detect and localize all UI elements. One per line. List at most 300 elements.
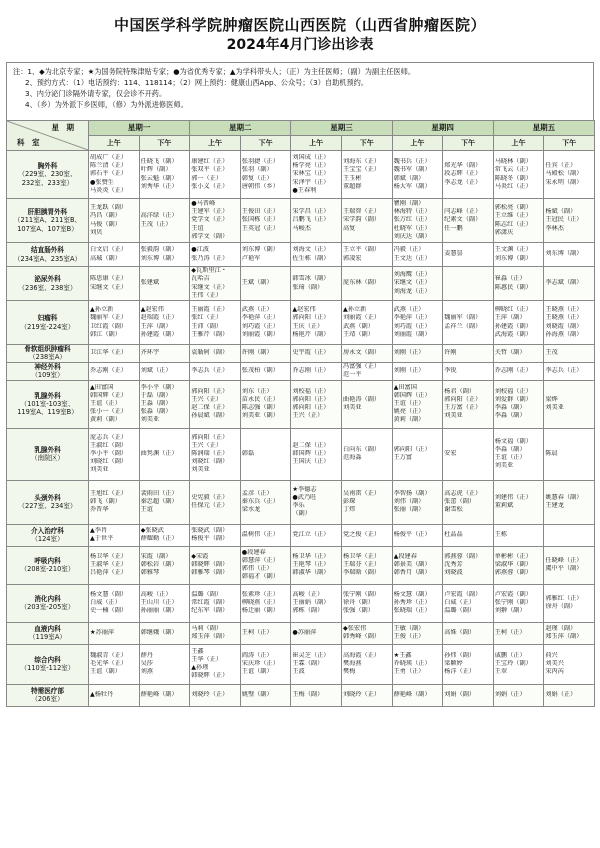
- am-doctor-cell: [392, 622, 443, 644]
- pm-doctor-cell: [544, 622, 595, 644]
- pm-doctor-cell: [139, 380, 190, 428]
- doctor-name: 王淑华（正）: [90, 561, 128, 569]
- pm-doctor-cell: [544, 428, 595, 480]
- pm-doctor-cell: [341, 301, 392, 345]
- am-doctor-cell: [190, 362, 241, 380]
- doctor-name: 韩晓辉（正）: [191, 672, 229, 680]
- doctor-name: 郭燕蓉（副）: [444, 552, 482, 560]
- doctor-name: 郑玉萍（副）: [545, 633, 583, 641]
- doctor-name: 刘海鹰（正）: [393, 271, 431, 279]
- pm-doctor-cell: [443, 644, 494, 684]
- doctor-name: 韩磊: [241, 450, 255, 458]
- doctor-name: 刘丽霞（副）: [241, 330, 279, 338]
- doctor-name: 张丽（副）: [393, 506, 425, 514]
- doctor-name: 刘校福（正）: [494, 387, 532, 395]
- am-doctor-cell: [493, 584, 544, 622]
- doctor-name: 虞中平（副）: [545, 565, 583, 573]
- doctor-name: 刘丽霞（副）: [393, 330, 431, 338]
- department-room: （124室）: [31, 535, 64, 544]
- doctor-name: 杨洋（正）: [444, 668, 476, 676]
- doctor-name: 武燕（副）: [342, 322, 374, 330]
- pm-doctor-cell: [139, 480, 190, 524]
- pm-doctor-cell: [139, 151, 190, 199]
- doctor-name: 马俊（副）: [90, 220, 121, 228]
- department-name: [7, 428, 89, 480]
- doctor-name: 王雅芹（副）: [191, 330, 229, 338]
- am-doctor-cell: [190, 584, 241, 622]
- department-title: 介入治疗科: [31, 526, 64, 535]
- department-room: （227室、234室）: [18, 502, 77, 511]
- doctor-name: 许刚（副）: [241, 349, 273, 357]
- doctor-name: 王艳琴（正）: [292, 561, 330, 569]
- doctor-name: 王柯（正）: [494, 629, 526, 637]
- pm-doctor-cell: [240, 480, 291, 524]
- doctor-name: 韩国辉（正）: [292, 450, 330, 458]
- department-title: 乳腺外科: [34, 391, 61, 400]
- doctor-name: 韩景美（副）: [393, 561, 431, 569]
- doctor-name: 郭向阳（正）: [292, 404, 330, 412]
- am-doctor-cell: [89, 684, 140, 706]
- doctor-name: 刘晓波: [444, 569, 463, 577]
- department-row: [7, 380, 595, 428]
- doctor-name: 孙海燕（副）: [545, 330, 583, 338]
- doctor-name: 张建斌: [140, 279, 160, 287]
- doctor-name: 李智扬（副）: [393, 489, 431, 497]
- department-title: 血液内科: [34, 624, 61, 633]
- doctor-name: 李小平（副）: [140, 383, 178, 391]
- am-header: 上午: [493, 136, 544, 151]
- doctor-name: 王兴（正）: [191, 441, 223, 449]
- department-title: 特需医疗部: [31, 686, 64, 695]
- doctor-name: 唐朝伟（乡）: [241, 182, 279, 190]
- doctor-name: 宋继文（正）: [90, 283, 128, 291]
- doctor-name: 白向东（副）: [342, 446, 381, 454]
- schedule-table: [6, 120, 595, 707]
- department-row: [7, 345, 595, 363]
- doctor-name: 王茂（正）: [140, 220, 172, 228]
- doctor-name: 韩松岩（副）: [140, 561, 178, 569]
- doctor-name: ●段建春: [241, 548, 266, 556]
- am-doctor-cell: [89, 199, 140, 243]
- doctor-name: 韩国辉（正）: [393, 391, 431, 399]
- pm-header: 下午: [139, 136, 190, 151]
- doctor-name: 武海霞（副）: [494, 330, 532, 338]
- doctor-name: 刘海东（正）: [342, 158, 381, 166]
- doctor-name: 王建龙: [545, 502, 564, 510]
- doctor-name: 李淼（副）: [494, 404, 526, 412]
- doctor-name: 陈志红（正）: [494, 220, 532, 228]
- pm-doctor-cell: [544, 644, 595, 684]
- doctor-name: 刘美亚: [90, 466, 109, 474]
- doctor-name: ▲赵宏伟: [140, 306, 164, 314]
- pm-doctor-cell: [240, 524, 291, 546]
- doctor-name: 庞志兵（正）: [90, 433, 128, 441]
- doctor-name: 崔灵芝（正）: [292, 651, 330, 659]
- department-room: 119室A、119室B）: [17, 408, 78, 417]
- am-doctor-cell: [190, 644, 241, 684]
- doctor-name: 孟祥兰（副）: [444, 322, 482, 330]
- pm-doctor-cell: [139, 267, 190, 301]
- doctor-name: 李志兵（正）: [191, 367, 229, 375]
- doctor-name: 闫志峰（正）: [444, 208, 482, 216]
- pm-doctor-cell: [139, 243, 190, 267]
- doctor-name: 杨卫华（正）: [292, 552, 330, 560]
- doctor-name: 郭向阳（正）: [444, 396, 482, 404]
- pm-doctor-cell: [443, 622, 494, 644]
- doctor-name: 王谊: [191, 224, 204, 232]
- doctor-name: 吴莎: [140, 660, 153, 668]
- doctor-name: ●武乃旺: [292, 494, 317, 502]
- doctor-name: ★李德志: [292, 485, 317, 493]
- doctor-name: （副）: [292, 510, 311, 518]
- am-doctor-cell: [291, 199, 342, 243]
- doctor-name: 王茂: [545, 349, 558, 357]
- department-room: （229室、230室、: [18, 170, 77, 179]
- pm-header: 下午: [341, 136, 392, 151]
- department-room: （南院区）: [31, 454, 64, 463]
- doctor-name: 刘建伟（正）: [494, 494, 532, 502]
- doctor-name: ▲田富国: [393, 383, 417, 391]
- doctor-name: 魏书兵（正）: [393, 158, 431, 166]
- doctor-name: 乔志刚（正）: [494, 367, 532, 375]
- doctor-name: 王丽霞（正）: [191, 306, 229, 314]
- schedule-body: [7, 151, 595, 707]
- am-doctor-cell: [291, 546, 342, 584]
- pm-doctor-cell: [443, 480, 494, 524]
- doctor-name: 阎涛（正）: [241, 651, 273, 659]
- doctor-name: 党江立（正）: [292, 531, 330, 539]
- department-row: [7, 199, 595, 243]
- doctor-name: 任宾（正）: [545, 162, 577, 170]
- am-doctor-cell: [392, 644, 443, 684]
- doctor-name: 樊梅: [342, 668, 356, 676]
- pm-doctor-cell: [139, 345, 190, 363]
- doctor-name: ▲田富国: [90, 383, 114, 391]
- doctor-name: 庞东林（副）: [342, 279, 381, 287]
- doctor-name: ▲杨牡丹: [90, 691, 114, 699]
- doctor-name: ▲孙立新: [90, 306, 114, 314]
- doctor-name: 张万红（正）: [393, 216, 431, 224]
- doctor-name: 韩斌（副）: [393, 174, 425, 182]
- doctor-name: 郭伟（正）: [241, 565, 273, 573]
- pm-doctor-cell: [443, 584, 494, 622]
- pm-doctor-cell: [544, 684, 595, 706]
- doctor-name: 纪东军（副）: [191, 607, 229, 615]
- am-doctor-cell: [392, 301, 443, 345]
- department-title: 呼吸内科: [34, 556, 61, 565]
- doctor-name: ▲于世平: [90, 535, 114, 543]
- doctor-name: 薛丹: [140, 651, 153, 659]
- am-doctor-cell: [493, 622, 544, 644]
- doctor-name: 郭一（正）: [191, 174, 223, 182]
- doctor-name: 梁烨: [545, 396, 558, 404]
- doctor-name: 王龙跃（副）: [90, 204, 128, 212]
- note-line: 4、（乡）为外派下乡医师，（修）为外派进修医师。: [25, 100, 188, 109]
- doctor-name: 高峻（正）: [140, 590, 172, 598]
- am-doctor-cell: [493, 362, 544, 380]
- doctor-name: 刘美亚: [140, 416, 160, 424]
- department-title: 头颈外科: [34, 493, 61, 502]
- doctor-name: 刘美亚: [444, 412, 463, 420]
- doctor-name: 魏书军（副）: [393, 166, 431, 174]
- doctor-name: 范海淼: [342, 454, 362, 462]
- doctor-name: 党学文（正）: [191, 216, 229, 224]
- am-doctor-cell: [190, 622, 241, 644]
- doctor-name: 韩雅琴（副）: [191, 569, 229, 577]
- doctor-name: 卢宏霞（副）: [444, 590, 482, 598]
- pm-doctor-cell: [139, 644, 190, 684]
- doctor-name: 郑光华（副）: [444, 162, 482, 170]
- pm-doctor-cell: [139, 301, 190, 345]
- doctor-name: 韩秀峰（副）: [342, 633, 381, 641]
- am-doctor-cell: [392, 524, 443, 546]
- doctor-name: 叶辉（副）: [140, 166, 172, 174]
- doctor-name: 卫江华（正）: [90, 349, 128, 357]
- pm-doctor-cell: [544, 243, 595, 267]
- doctor-name: 纪素文（副）: [444, 216, 482, 224]
- pm-doctor-cell: [544, 362, 595, 380]
- department-name: [7, 199, 89, 243]
- doctor-name: 韩飞（副）: [90, 498, 121, 506]
- am-doctor-cell: [89, 546, 140, 584]
- doctor-name: 李林杰: [545, 224, 564, 232]
- doctor-name: 韩雅琴: [140, 569, 160, 577]
- department-row: [7, 151, 595, 199]
- doctor-name: 杨大军（副）: [393, 182, 431, 190]
- doctor-name: 范一平: [342, 371, 362, 379]
- department-room: （101室-103室、: [20, 399, 75, 408]
- department-room: 107室A、107室B）: [17, 224, 78, 233]
- doctor-name: 王斌（副）: [241, 279, 273, 287]
- doctor-name: 郭松亮（副）: [494, 204, 532, 212]
- pm-doctor-cell: [139, 428, 190, 480]
- department-title: 骨软组织肿瘤科: [24, 345, 71, 353]
- doctor-name: 刘翀（副）: [494, 607, 526, 615]
- doctor-name: 任一鹏: [444, 224, 463, 232]
- doctor-name: 乔晋华: [90, 506, 109, 514]
- department-room: （234室A、235室A）: [13, 254, 82, 263]
- pm-doctor-cell: [240, 345, 291, 363]
- am-doctor-cell: [291, 524, 342, 546]
- doctor-name: 王立平（副）: [342, 246, 381, 254]
- doctor-name: 史宇霞（正）: [292, 349, 330, 357]
- doctor-name: 刘海文（正）: [292, 246, 330, 254]
- pm-doctor-cell: [443, 380, 494, 428]
- department-title: 神经外科: [34, 362, 61, 371]
- doctor-name: ●张赞生: [90, 178, 114, 186]
- doctor-name: 王沛（副）: [191, 322, 223, 330]
- doctor-name: 戚鹏（正）: [494, 651, 526, 659]
- doctor-name: 佐生栋（副）: [292, 254, 330, 262]
- page-subtitle: 2024年4月门诊出诊表: [226, 37, 374, 53]
- pm-doctor-cell: [544, 524, 595, 546]
- doctor-name: 宋继文（正）: [393, 279, 431, 287]
- doctor-name: 乔志刚（正）: [292, 367, 330, 375]
- doctor-name: 杜晓军（正）: [393, 224, 431, 232]
- am-doctor-cell: [291, 428, 342, 480]
- am-doctor-cell: [190, 199, 241, 243]
- pm-doctor-cell: [240, 151, 291, 199]
- doctor-name: 王萍（副）: [494, 314, 526, 322]
- pm-doctor-cell: [341, 151, 392, 199]
- am-doctor-cell: [493, 428, 544, 480]
- pm-doctor-cell: [139, 546, 190, 584]
- doctor-name: 刘美亚（副）: [241, 412, 279, 420]
- doctor-name: 王晓燕（正）: [545, 314, 583, 322]
- doctor-name: 高峻（正）: [292, 590, 324, 598]
- doctor-name: 杨文慧（副）: [90, 590, 128, 598]
- doctor-name: 高海霞（正）: [342, 651, 381, 659]
- doctor-name: 刘美兴: [545, 660, 564, 668]
- doctor-name: 韩雪冰（副）: [292, 275, 330, 283]
- department-row: [7, 243, 595, 267]
- doctor-name: 冯毅（正）: [393, 246, 425, 254]
- doctor-name: 刘爱群（副）: [494, 396, 532, 404]
- am-doctor-cell: [291, 644, 342, 684]
- doctor-name: 张晓武（副）: [191, 527, 229, 535]
- doctor-name: 黄莉（副）: [393, 416, 425, 424]
- doctor-name: 李志兵（正）: [545, 367, 583, 375]
- doctor-name: 张羽（副）: [241, 166, 273, 174]
- am-doctor-cell: [392, 380, 443, 428]
- department-name: [7, 480, 89, 524]
- doctor-name: 孙建霞（副）: [494, 322, 532, 330]
- note-line: 注：1、◆为北京专家；★为国务院特殊津贴专家；●为省优秀专家；▲为学科带头人；（正）为主任医师；（副）为副主任医师。: [13, 67, 416, 76]
- pm-doctor-cell: [341, 428, 392, 480]
- doctor-name: 王万富（正）: [444, 404, 482, 412]
- doctor-name: 王谊: [140, 506, 153, 514]
- doctor-name: ▲孙立新: [342, 306, 367, 314]
- am-doctor-cell: [392, 243, 443, 267]
- doctor-name: 王霖（副）: [292, 660, 324, 668]
- doctor-name: 丁炜: [342, 506, 356, 514]
- doctor-name: 姚慧春（副）: [545, 494, 583, 502]
- doctor-name: 杨学亮（正）: [292, 162, 330, 170]
- doctor-name: 王文渊（正）: [494, 246, 532, 254]
- doctor-name: 王国庆（正）: [292, 458, 330, 466]
- am-doctor-cell: [392, 546, 443, 584]
- doctor-name: 王瑞智（正）: [342, 208, 381, 216]
- doctor-name: 李瑞晗（副）: [342, 569, 381, 577]
- doctor-name: 张小义（正）: [191, 182, 229, 190]
- doctor-name: 柳晓燕（正）: [241, 599, 279, 607]
- pm-doctor-cell: [240, 362, 291, 380]
- doctor-name: 刘刚（正）: [393, 367, 425, 375]
- doctor-name: 曲艳涛（副）: [342, 396, 381, 404]
- doctor-name: 刘娟（正）: [545, 691, 577, 699]
- pm-doctor-cell: [443, 199, 494, 243]
- am-header: 上午: [392, 136, 443, 151]
- doctor-name: 刘丽霞（正）: [342, 314, 381, 322]
- doctor-name: 杨迁丽（副）: [241, 607, 279, 615]
- doctor-name: 张蕾（副）: [444, 498, 476, 506]
- am-doctor-cell: [190, 267, 241, 301]
- am-doctor-cell: [89, 301, 140, 345]
- doctor-name: 杜晶晶: [444, 531, 463, 539]
- am-doctor-cell: [493, 345, 544, 363]
- department-row: [7, 644, 595, 684]
- doctor-name: ▲李肖: [90, 527, 108, 535]
- doctor-name: 宋庆珍（正）: [241, 660, 279, 668]
- pm-doctor-cell: [443, 362, 494, 380]
- doctor-name: 郭燕蓉（副）: [494, 569, 532, 577]
- doctor-name: 杨文慧（副）: [393, 590, 431, 598]
- doctor-name: 张茂柏（副）: [241, 367, 279, 375]
- doctor-name: 刘美亚: [494, 462, 514, 470]
- doctor-name: 梁颖婷: [444, 660, 463, 668]
- doctor-name: 卢宏霞（副）: [494, 590, 532, 598]
- am-doctor-cell: [89, 151, 140, 199]
- department-name: [7, 622, 89, 644]
- doctor-name: 王庆（正）: [292, 322, 324, 330]
- pm-doctor-cell: [341, 644, 392, 684]
- am-doctor-cell: [291, 301, 342, 345]
- doctor-name: ◆瓦斯里江・: [191, 267, 227, 275]
- department-name: [7, 524, 89, 546]
- doctor-name: 李艳萍（正）: [393, 314, 431, 322]
- doctor-name: 马峻杰: [292, 224, 311, 232]
- department-name: [7, 267, 89, 301]
- doctor-name: 陈兰清（正）: [90, 162, 128, 170]
- doctor-name: 王华（正）: [191, 656, 223, 664]
- am-doctor-cell: [190, 380, 241, 428]
- pm-doctor-cell: [341, 524, 392, 546]
- doctor-name: ●苏丽萍: [292, 629, 317, 637]
- doctor-name: 徐舟（副）: [342, 599, 374, 607]
- pm-header: 下午: [443, 136, 494, 151]
- pm-doctor-cell: [240, 644, 291, 684]
- doctor-name: 张云魁（副）: [140, 174, 178, 182]
- pm-doctor-cell: [240, 584, 291, 622]
- doctor-name: 刘秀华（正）: [140, 182, 178, 190]
- am-doctor-cell: [392, 584, 443, 622]
- doctor-name: 王俊田（正）: [241, 208, 279, 216]
- doctor-name: 郭潇庆: [494, 228, 514, 236]
- doctor-name: 乔晓瑛（正）: [393, 660, 431, 668]
- doctor-name: 张琦（副）: [292, 283, 324, 291]
- doctor-name: 秦忠超（副）: [140, 498, 178, 506]
- am-doctor-cell: [493, 301, 544, 345]
- department-row: [7, 546, 595, 584]
- doctor-name: 梁淑华（副）: [494, 561, 532, 569]
- doctor-name: 武燕（正）: [393, 306, 425, 314]
- pm-doctor-cell: [240, 199, 291, 243]
- table-corner: [7, 121, 89, 151]
- doctor-name: 马炎炎（正）: [90, 186, 128, 194]
- doctor-name: 乔志刚（正）: [90, 367, 128, 375]
- doctor-name: 郑玉萍（副）: [191, 633, 229, 641]
- corner-dept-label: 科 室: [17, 137, 40, 147]
- am-doctor-cell: [190, 345, 241, 363]
- doctor-name: 王淑红（副）: [90, 441, 128, 449]
- am-doctor-cell: [89, 584, 140, 622]
- doctor-name: ◆宋霞: [191, 552, 209, 560]
- doctor-name: 张晓瑞（正）: [393, 607, 431, 615]
- doctor-name: 苗永民（正）: [241, 396, 279, 404]
- pm-doctor-cell: [443, 428, 494, 480]
- doctor-name: 柳晓红（正）: [494, 306, 532, 314]
- department-room: （208室-210室）: [20, 565, 75, 574]
- doctor-name: ◆张晓武: [140, 527, 164, 535]
- doctor-name: 吴南雷（正）: [342, 489, 381, 497]
- am-doctor-cell: [291, 151, 342, 199]
- pm-doctor-cell: [240, 301, 291, 345]
- am-header: 上午: [89, 136, 140, 151]
- am-doctor-cell: [493, 243, 544, 267]
- doctor-name: 沈秀芳: [444, 561, 463, 569]
- doctor-name: 郭雅红（正）: [545, 595, 583, 603]
- doctor-name: 刘巧霞（正）: [393, 322, 431, 330]
